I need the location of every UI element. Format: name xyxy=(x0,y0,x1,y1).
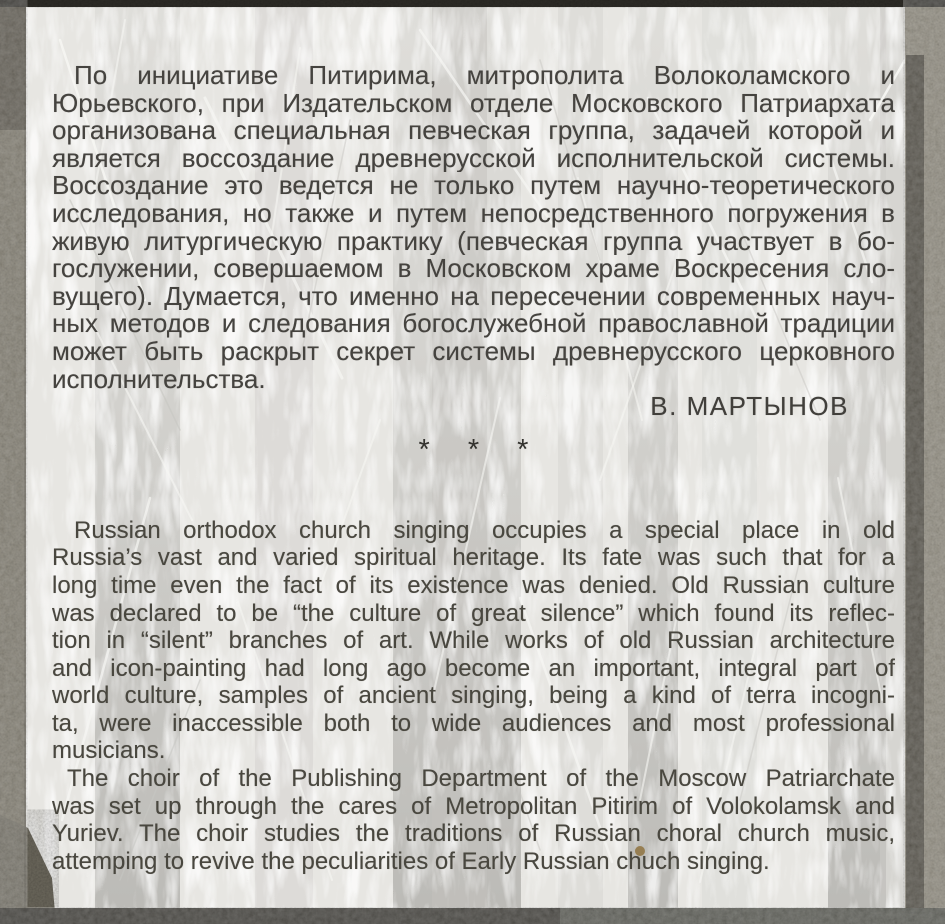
text-line: ta, were inaccessible both to wide audiences and most professional xyxy=(52,709,895,737)
liner-notes xyxy=(52,0,895,875)
text-line: Russia’s vast and varied spiritual heritage. Its fate was such that for a xyxy=(52,544,895,572)
text-line: организована специальная певческая группа, задачей которой и xyxy=(52,117,895,145)
text-line: вущего). Думается, что именно на пересечении современных науч- xyxy=(52,282,895,311)
text-line: гослужении, совершаемом в Московском храме Воскресения сло- xyxy=(52,255,895,283)
text-line: attemping to revive the peculiarities of Early Russian chuch singing. xyxy=(52,847,770,875)
text-line: Юрьевского, при Издательском отделе Московского Патриархата xyxy=(52,89,895,118)
text-line: может быть раскрыт секрет системы древнерусского церковного xyxy=(52,337,895,366)
author-signature: В. МАРТЫНОВ xyxy=(650,391,849,422)
text-line: was set up through the cares of Metropolitan Pitirim of Volokolamsk and xyxy=(52,792,895,820)
text-line: исполнительства. xyxy=(52,365,266,394)
text-line: long time even the fact of its existence was denied. Old Russian culture xyxy=(52,571,895,599)
text-line: tion in “silent” branches of art. While works of old Russian architecture xyxy=(52,627,895,655)
text-line: Воссоздание это ведется не только путем научно-теоретического xyxy=(52,172,895,200)
text-line: исследования, но также и путем непосредственного погружения в xyxy=(52,199,895,228)
russian-paragraph xyxy=(52,62,895,393)
text-line: world culture, samples of ancient singing, being a kind of terra incogni- xyxy=(52,682,895,710)
text-line: живую литургическую практику (певческая группа участвует в бо- xyxy=(52,227,895,256)
text-line: and icon-painting had long ago become an important, integral part of xyxy=(52,654,895,682)
section-separator-stars: * * * xyxy=(418,433,544,466)
text-line: ных методов и следования богослужебной православной традиции xyxy=(52,310,895,338)
text-line: musicians. xyxy=(52,737,166,765)
text-line: Yuriev. The choir studies the traditions of Russian choral church music, xyxy=(52,820,895,848)
text-line: The choir of the Publishing Department of the Moscow Patriarchate xyxy=(67,765,895,793)
text-line: was declared to be “the culture of great silence” which found its reflec- xyxy=(52,599,895,627)
english-paragraph-1 xyxy=(52,517,895,765)
english-paragraph-2 xyxy=(52,765,895,875)
text-line: является воссоздание древнерусской исполнительской системы. xyxy=(52,144,895,173)
text-line: Russian orthodox church singing occupies a special place in old xyxy=(74,516,895,544)
text-line: По инициативе Питирима, митрополита Волоколамского и xyxy=(74,62,895,90)
